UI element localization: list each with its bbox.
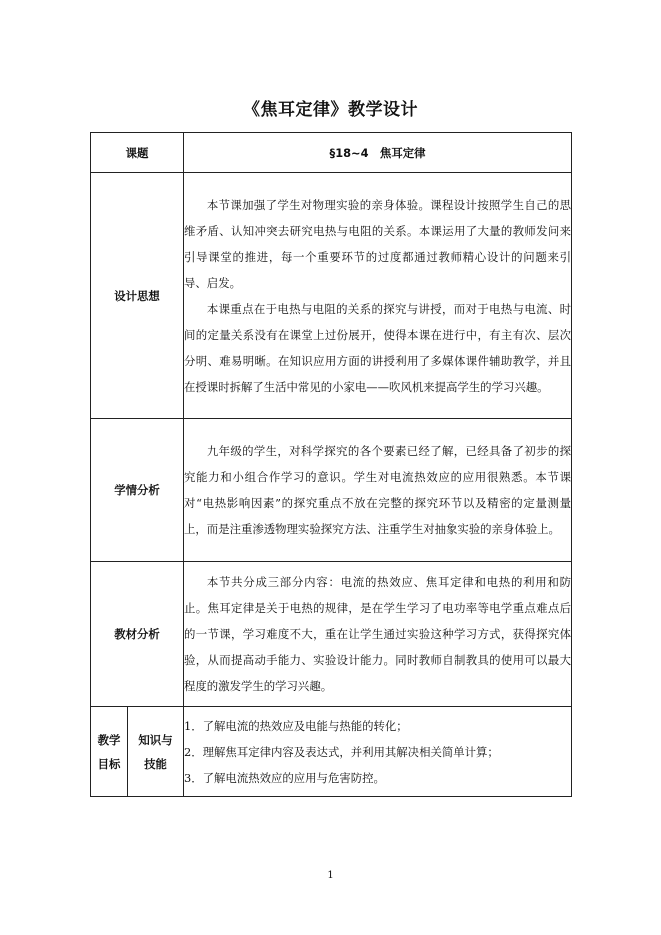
design-content bbox=[184, 173, 572, 419]
goals-sublabel-line2: 技能 bbox=[144, 756, 167, 771]
design-row bbox=[91, 173, 572, 419]
goals-content bbox=[184, 707, 572, 797]
subject-value: §18~4 焦耳定律 bbox=[184, 133, 572, 173]
textbook-paragraph: 本节共分成三部分内容：电流的热效应、焦耳定律和电热的利用和防止。焦耳定律是关于电热的规律，是在学生学习了电功率等电学重点难点后的一节课，学习难度不大，重在让学生通过实验这种学习方式，获得探究体验，从而提高动手能力、实验设计能力。同时教师自制教具的使用可以最大程度的激发学生的学习兴趣。 bbox=[184, 575, 572, 693]
students-row bbox=[91, 419, 572, 562]
students-label: 学情分析 bbox=[91, 419, 184, 562]
document-title: 《焦耳定律》教学设计 bbox=[243, 100, 418, 120]
textbook-label: 教材分析 bbox=[91, 562, 184, 707]
lesson-plan-table bbox=[90, 132, 572, 797]
goals-sublabel bbox=[128, 707, 184, 797]
goals-label-line1: 教学 bbox=[97, 732, 121, 747]
goals-row bbox=[91, 707, 572, 797]
textbook-content bbox=[184, 562, 572, 707]
goals-label bbox=[91, 707, 128, 797]
design-paragraph-2: 本课重点在于电热与电阻的关系的探究与讲授，而对于电热与电流、时间的定量关系没有在课堂上过份展开，使得本课在进行中，有主有次、层次分明、难易明晰。在知识应用方面的讲授利用了多媒体课件辅助教学，并且在授课时拆解了生活中常见的小家电——吹风机来提高学生的学习兴趣。 bbox=[184, 301, 572, 394]
page-number: 1 bbox=[327, 870, 334, 881]
textbook-row bbox=[91, 562, 572, 707]
goal-item-2: 2．理解焦耳定律内容及表达式，并利用其解决相关简单计算； bbox=[184, 744, 499, 759]
goals-label-line2: 目标 bbox=[97, 756, 121, 771]
header-row bbox=[91, 133, 572, 173]
students-content bbox=[184, 419, 572, 562]
design-label: 设计思想 bbox=[91, 173, 184, 419]
goal-item-3: 3．了解电流热效应的应用与危害防控。 bbox=[184, 770, 385, 785]
subject-label: 课题 bbox=[91, 133, 184, 173]
students-paragraph: 九年级的学生，对科学探究的各个要素已经了解，已经具备了初步的探究能力和小组合作学习的意识。学生对电流热效应的应用很熟悉。本节课对“电热影响因素”的探究重点不放在完整的探究环节以及精密的定量测量上，而是注重渗透物理实验探究方法、注重学生对抽象实验的亲身体验上。 bbox=[184, 444, 572, 536]
goal-item-1: 1．了解电流的热效应及电能与热能的转化； bbox=[184, 718, 408, 733]
goals-sublabel-line1: 知识与 bbox=[138, 732, 173, 747]
design-paragraph-1: 本节课加强了学生对物理实验的亲身体验。课程设计按照学生自己的思维矛盾、认知冲突去研究电热与电阻的关系。本课运用了大量的教师发问来引导课堂的推进，每一个重要环节的过度都通过教师精心设计的问题来引导、启发。 bbox=[184, 197, 572, 290]
